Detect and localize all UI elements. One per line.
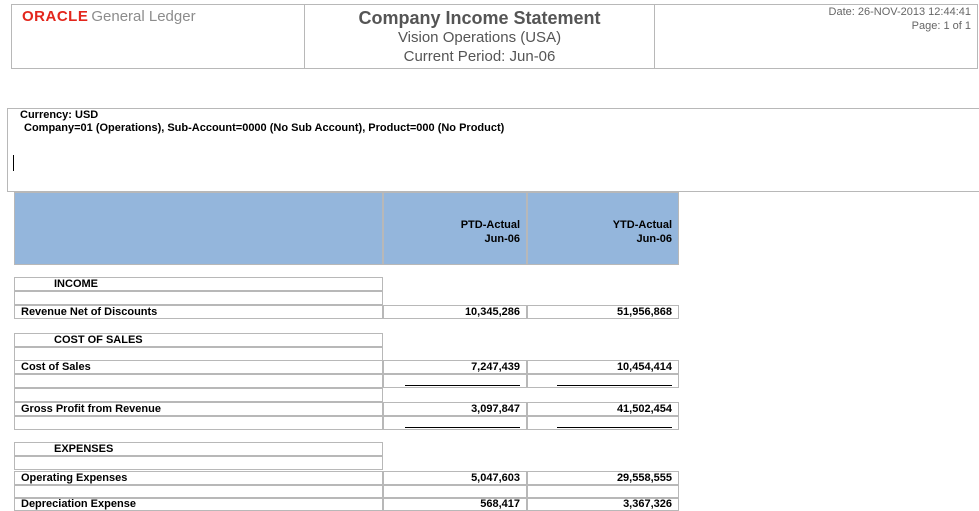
report-subtitle: Vision Operations (USA) (397, 29, 562, 46)
report-title: Company Income Statement (358, 8, 601, 28)
logo-cell (12, 5, 305, 68)
header-ptd-cell (383, 192, 527, 265)
subtotal-underline (557, 385, 672, 386)
gross-profit-label: Gross Profit from Revenue (14, 402, 383, 416)
cos-ytd: 10,454,414 (527, 360, 679, 374)
logo-product: General Ledger (91, 8, 196, 25)
cos-ptd: 7,247,439 (383, 360, 527, 374)
depreciation-label: Depreciation Expense (14, 497, 383, 511)
spacer-row (14, 456, 383, 470)
logo-brand: ORACLE (22, 8, 89, 25)
meta-cell (655, 5, 977, 68)
report-date: Date: 26-NOV-2013 12:44:41 (828, 6, 971, 18)
spacer-row (14, 374, 383, 388)
ptd-title: PTD-Actual (460, 219, 520, 231)
currency-label: Currency: USD (20, 109, 99, 121)
parameters-box (7, 108, 979, 192)
expenses-heading: EXPENSES (14, 442, 383, 456)
opex-label: Operating Expenses (14, 471, 383, 485)
ytd-period: Jun-06 (636, 233, 672, 245)
table-header (14, 192, 679, 265)
depreciation-ptd: 568,417 (383, 497, 527, 511)
ptd-header (461, 218, 520, 246)
subtotal-underline (557, 427, 672, 428)
cos-label: Cost of Sales (14, 360, 383, 374)
income-heading: INCOME (14, 277, 383, 291)
spacer-row (14, 347, 383, 361)
segment-filter: Company=01 (Operations), Sub-Account=0000 (No Sub Account), Product=000 (No Product) (24, 122, 505, 134)
oracle-logo (22, 8, 196, 25)
text-cursor (13, 155, 14, 171)
spacer-row (14, 388, 383, 402)
revenue-ytd: 51,956,868 (527, 305, 679, 319)
report-period: Current Period: Jun-06 (403, 48, 556, 65)
gross-profit-ytd: 41,502,454 (527, 402, 679, 416)
title-cell (305, 5, 655, 68)
spacer-row (14, 291, 383, 305)
ytd-title: YTD-Actual (612, 219, 672, 231)
header-label-cell (14, 192, 383, 265)
opex-ptd: 5,047,603 (383, 471, 527, 485)
ytd-header (613, 218, 672, 246)
revenue-label: Revenue Net of Discounts (14, 305, 383, 319)
gross-profit-ptd: 3,097,847 (383, 402, 527, 416)
ptd-period: Jun-06 (484, 233, 520, 245)
revenue-ptd: 10,345,286 (383, 305, 527, 319)
depreciation-ytd: 3,367,326 (527, 497, 679, 511)
subtotal-underline (405, 427, 520, 428)
spacer-row (14, 416, 383, 430)
opex-ytd: 29,558,555 (527, 471, 679, 485)
report-page: Page: 1 of 1 (911, 20, 971, 32)
cos-heading: COST OF SALES (14, 333, 383, 347)
subtotal-underline (405, 385, 520, 386)
header-ytd-cell (527, 192, 679, 265)
report-header (11, 4, 978, 69)
